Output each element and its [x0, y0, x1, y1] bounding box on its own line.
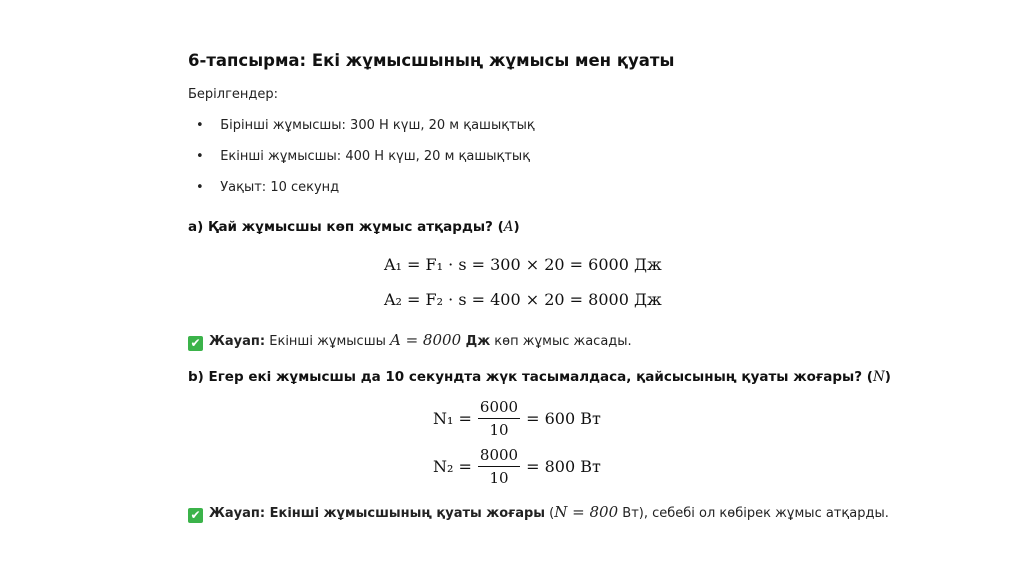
- text: (: [545, 506, 555, 521]
- answer-label: Жауап:: [209, 334, 266, 349]
- answer-label: Жауап: Екінші жұмысшының қуаты жоғары: [209, 506, 546, 521]
- check-icon: ✔: [188, 508, 203, 523]
- question-text: b) Егер екі жұмысшы да 10 секундта жүк тасымалдаса, қайсысының қуаты жоғары? (: [188, 369, 873, 385]
- force: 300 Н: [350, 118, 389, 133]
- given-item-1: • Бірінші жұмысшы: 300 Н күш, 20 м қашықтық: [196, 118, 535, 133]
- time: 10 секунд: [270, 180, 340, 195]
- given-label: Берілгендер:: [188, 87, 279, 102]
- label: Екінші жұмысшы:: [220, 149, 342, 164]
- denominator: 10: [489, 421, 509, 439]
- unit: Дж: [461, 334, 491, 349]
- equation-a2: A₂ = F₂ · s = 400 × 20 = 8000 Дж: [384, 290, 662, 309]
- answer-a: [188, 331, 632, 351]
- text: күш,: [388, 118, 429, 133]
- equation-b2: [433, 446, 601, 487]
- rhs: = 600 Вт: [526, 409, 601, 428]
- text: қашықтық: [454, 149, 531, 164]
- paren: ): [513, 219, 520, 235]
- fraction: [478, 446, 520, 487]
- lhs: N₁ =: [433, 409, 472, 428]
- rhs: = 800 Вт: [526, 457, 601, 476]
- symbol: N: [872, 369, 885, 385]
- given-item-3: • Уақыт: 10 секунд: [196, 180, 340, 195]
- question-b: [188, 369, 891, 385]
- numerator: 8000: [478, 446, 520, 467]
- lhs: N₂ =: [433, 457, 472, 476]
- symbol: A: [503, 219, 514, 235]
- text: күш,: [384, 149, 424, 164]
- equation-b1: [433, 398, 601, 439]
- text: көп жұмыс жасады.: [490, 334, 632, 349]
- text: Екінші жұмысшы: [265, 334, 390, 349]
- answer-b: [188, 503, 889, 523]
- math: N = 800: [554, 503, 619, 521]
- force: 400 Н: [345, 149, 385, 164]
- math: A = 8000: [390, 331, 462, 349]
- denominator: 10: [489, 469, 509, 487]
- page-title: 6-тапсырма: Екі жұмысшының жұмысы мен қуаты: [188, 51, 675, 70]
- distance: 20 м: [428, 118, 460, 133]
- label: Бірінші жұмысшы:: [220, 118, 346, 133]
- question-text: а) Қай жұмысшы көп жұмыс атқарды? (: [188, 219, 504, 235]
- text: Вт), себебі ол көбірек жұмыс атқарды.: [618, 506, 889, 521]
- distance: 20 м: [423, 149, 455, 164]
- check-icon: ✔: [188, 336, 203, 351]
- text: қашықтық: [459, 118, 535, 133]
- numerator: 6000: [478, 398, 520, 419]
- question-a: [188, 219, 520, 235]
- label: Уақыт:: [220, 180, 267, 195]
- paren: ): [884, 369, 891, 385]
- fraction: [478, 398, 520, 439]
- equation-a1: A₁ = F₁ · s = 300 × 20 = 6000 Дж: [384, 255, 662, 274]
- given-item-2: • Екінші жұмысшы: 400 Н күш, 20 м қашықтық: [196, 149, 531, 164]
